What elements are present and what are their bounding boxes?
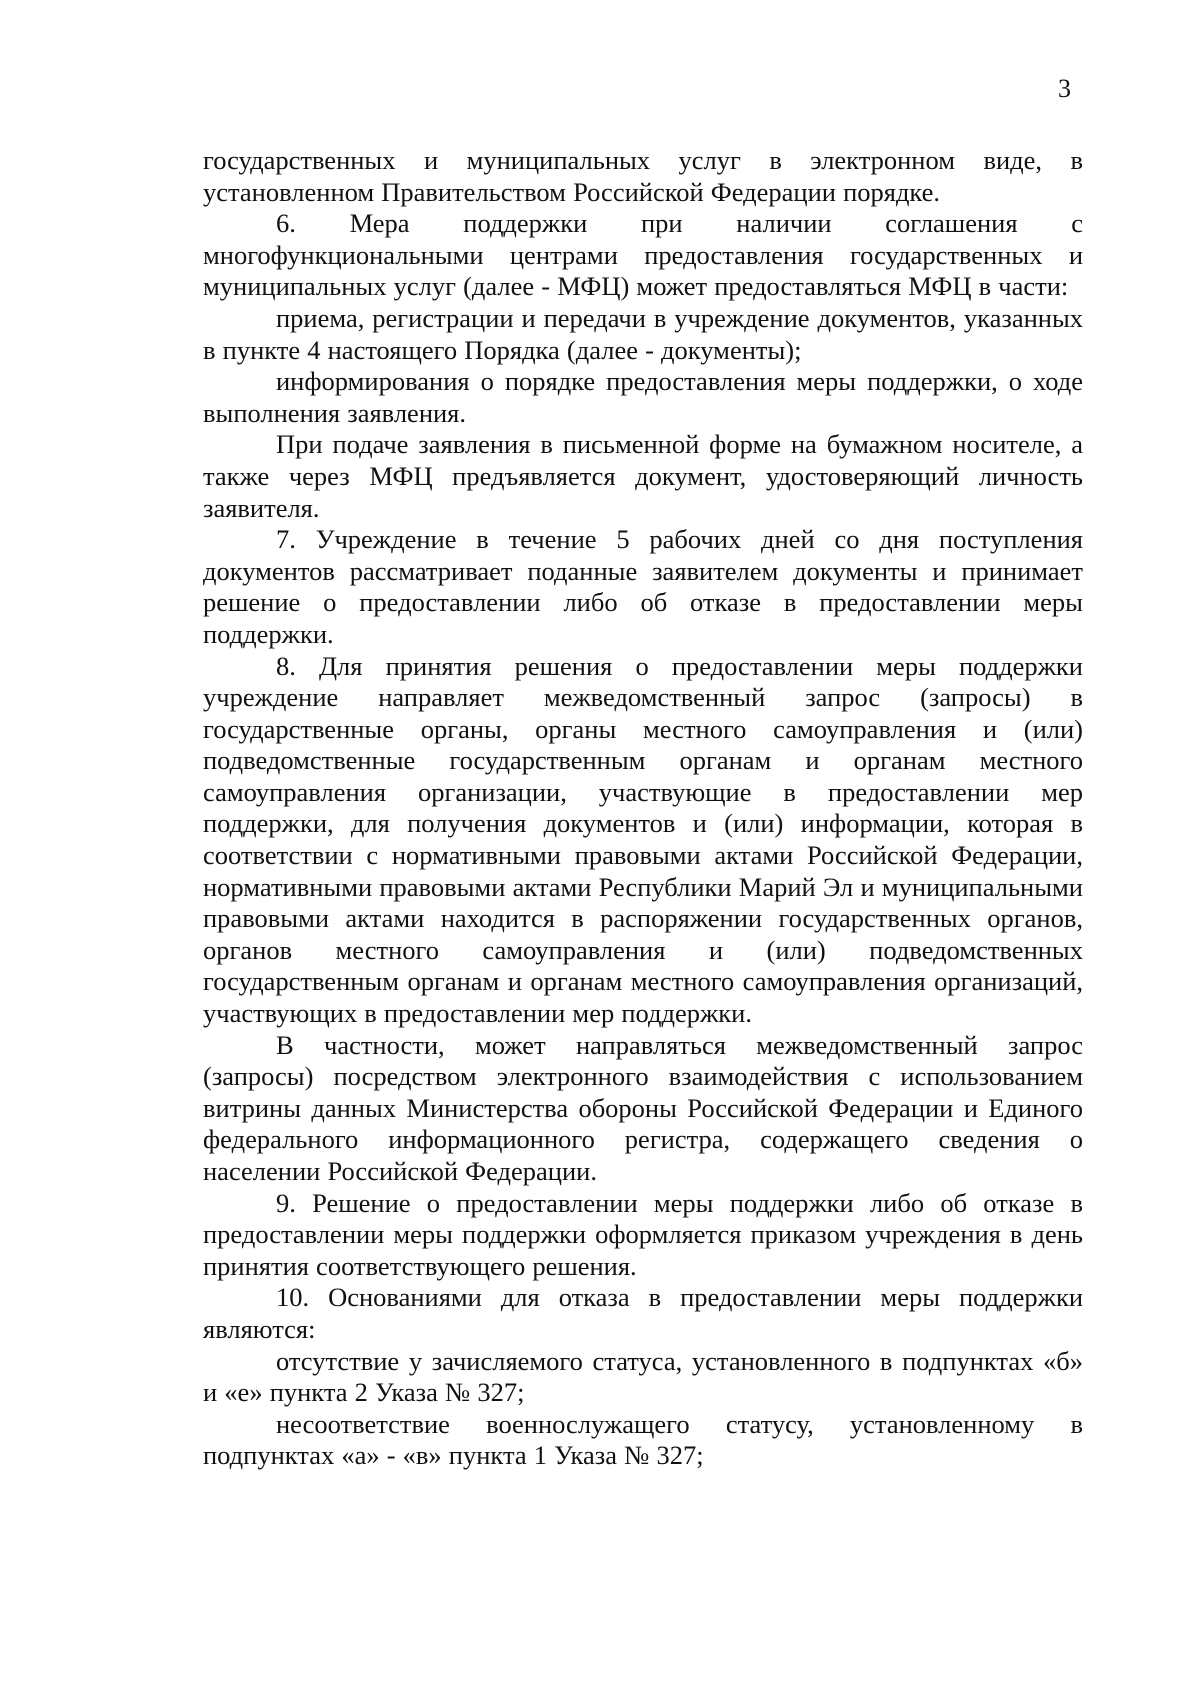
paragraph-continuation: государственных и муниципальных услуг в электронном виде, в установленном Правительством Российской Федерации порядке. (203, 145, 1083, 207)
document-body (203, 145, 1083, 1472)
page-number: 3 (1058, 74, 1071, 103)
paragraph-item-6-sub-2: информирования о порядке предоставления меры поддержки, о ходе выполнения заявления. (203, 366, 1083, 428)
paragraph-item-10-sub-1: отсутствие у зачисляемого статуса, установленного в подпунктах «б» и «е» пункта 2 Указа № 327; (203, 1345, 1083, 1408)
paragraph-item-7: 7. Учреждение в течение 5 рабочих дней со дня поступления документов рассматривает поданные заявителем документы и принимает решение о предоставлении либо об отказе в предоставлении меры поддержки. (203, 524, 1083, 649)
paragraph-item-6-sub-1: приема, регистрации и передачи в учреждение документов, указанных в пункте 4 настоящего Порядка (далее - документы); (203, 302, 1083, 365)
paragraph-item-10-sub-2: несоответствие военнослужащего статусу, установленному в подпунктах «а» - «в» пункта 1 Указа № 327; (203, 1408, 1083, 1471)
paragraph-item-10: 10. Основаниями для отказа в предоставлении меры поддержки являются: (203, 1282, 1083, 1344)
paragraph-item-8-detail: В частности, может направляться межведомственный запрос (запросы) посредством электронного взаимодействия с использованием витрины данных Министерства обороны Российской Федерации и Единого федерального информационного регистра, содержащего сведения о населении Российской Федерации. (203, 1029, 1083, 1186)
paragraph-item-9: 9. Решение о предоставлении меры поддержки либо об отказе в предоставлении меры поддержки оформляется приказом учреждения в день принятия соответствующего решения. (203, 1187, 1083, 1281)
paragraph-item-6-identity: При подаче заявления в письменной форме на бумажном носителе, а также через МФЦ предъявляется документ, удостоверяющий личность заявителя. (203, 429, 1083, 523)
paragraph-item-6: 6. Мера поддержки при наличии соглашения с многофункциональными центрами предоставления государственных и муниципальных услуг (далее - МФЦ) может предоставляться МФЦ в части: (203, 208, 1083, 302)
paragraph-item-8: 8. Для принятия решения о предоставлении меры поддержки учреждение направляет межведомственный запрос (запросы) в государственные органы, органы местного самоуправления и (или) подведомственные государственным органам и органам местного самоуправления организации, участвующие в предоставлении мер поддержки, для получения документов и (или) информации, которая в соответствии с нормативными правовыми актами Российской Федерации, нормативными правовыми актами Республики Марий Эл и муниципальными правовыми актами находится в распоряжении государственных органов, органов местного самоуправления и (или) подведомственных государственным органам и органам местного самоуправления организаций, участвующих в предоставлении мер поддержки. (203, 650, 1083, 1029)
